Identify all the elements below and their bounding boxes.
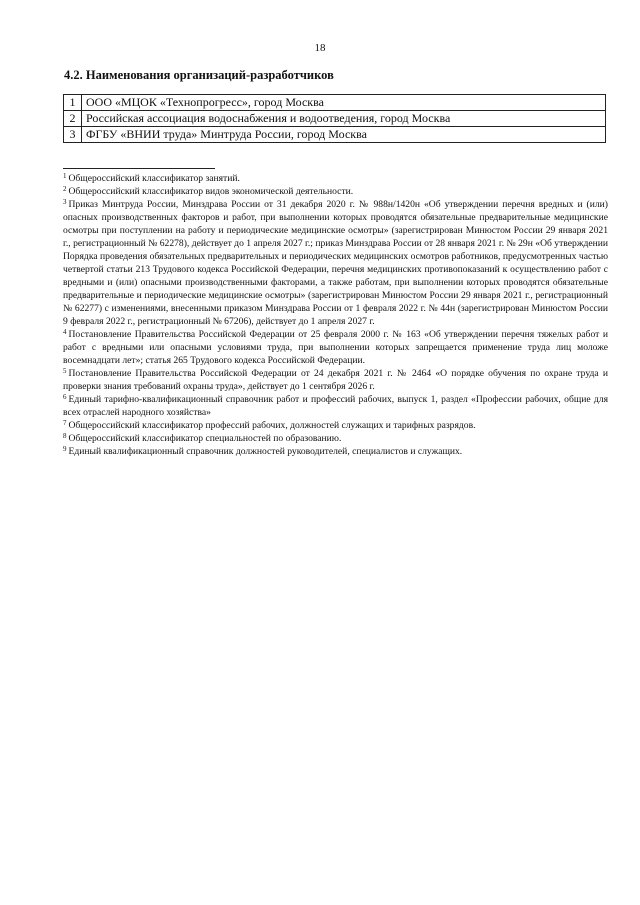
footnote bbox=[63, 198, 608, 328]
footnote-text: Постановление Правительства Российской Федерации от 24 декабря 2021 г. № 2464 «О порядке обучения по охране труда и проверки знания требований охраны труда», действует до 1 сентября 2026 г. bbox=[63, 368, 608, 392]
footnotes bbox=[63, 172, 608, 458]
footnote bbox=[63, 328, 608, 367]
footnote bbox=[63, 432, 608, 445]
footnote-text: Общероссийский классификатор профессий рабочих, должностей служащих и тарифных разрядов. bbox=[68, 420, 476, 431]
organizations-table bbox=[63, 94, 606, 143]
footnote-text: Приказ Минтруда России, Минздрава России от 31 декабря 2020 г. № 988н/1420н «Об утверждении перечня вредных и (или) опасных производственных факторов и работ, при выполнении которых проводятся обязательные предварительные медицинские осмотры при поступлении на работу и периодические медицинские осмотры» (зарегистрирован Минюстом России 29 января 2021 г., регистрационный № 62278), действует до 1 апреля 2027 г.; приказ Минздрава России от 28 января 2021 г. № 29н «Об утверждении Порядка проведения обязательных предварительных и периодических медицинских осмотров работников, предусмотренных частью четвертой статьи 213 Трудового кодекса Российской Федерации, перечня медицинских противопоказаний к осуществлению работ с вредными и (или) опасными производственными факторами, а также работам, при выполнении которых проводятся обязательные предварительные и периодические медицинские осмотры» (зарегистрирован Минюстом России 29 января 2021 г., регистрационный № 62277) с изменениями, внесенными приказом Минздрава России от 1 февраля 2022 г. № 44н (зарегистрирован Минюстом России 9 февраля 2022 г., регистрационный № 67206), действует до 1 апреля 2027 г. bbox=[63, 199, 608, 327]
footnote-mark: 2 bbox=[63, 185, 67, 193]
footnote-mark: 9 bbox=[63, 445, 67, 453]
footnote-mark: 7 bbox=[63, 419, 67, 427]
row-number: 2 bbox=[64, 111, 82, 127]
footnote-text: Общероссийский классификатор видов экономической деятельности. bbox=[68, 186, 354, 197]
footnote bbox=[63, 185, 608, 198]
page-number: 18 bbox=[314, 42, 326, 54]
footnote bbox=[63, 445, 608, 458]
footnote-mark: 4 bbox=[63, 328, 67, 336]
footnote-mark: 6 bbox=[63, 393, 67, 401]
organization-name: Российская ассоциация водоснабжения и водоотведения, город Москва bbox=[82, 111, 606, 127]
footnote-text: Единый тарифно-квалификационный справочник работ и профессий рабочих, выпуск 1, раздел «Профессии рабочих, общие для всех отраслей народного хозяйства» bbox=[63, 394, 608, 418]
row-number: 3 bbox=[64, 127, 82, 143]
footnote-text: Общероссийский классификатор занятий. bbox=[68, 173, 240, 184]
footnote-text: Постановление Правительства Российской Федерации от 25 февраля 2000 г. № 163 «Об утверждении перечня тяжелых работ и работ с вредными или опасными условиями труда, при выполнении которых запрещается применение труда лиц моложе восемнадцати лет»; статья 265 Трудового кодекса Российской Федерации. bbox=[63, 329, 608, 366]
footnote-text: Общероссийский классификатор специальностей по образованию. bbox=[68, 433, 342, 444]
footnote bbox=[63, 393, 608, 419]
footnote bbox=[63, 419, 608, 432]
organization-name: ФГБУ «ВНИИ труда» Минтруда России, город Москва bbox=[82, 127, 606, 143]
organization-name: ООО «МЦОК «Технопрогресс», город Москва bbox=[82, 95, 606, 111]
footnote-mark: 1 bbox=[63, 172, 67, 180]
section-title: 4.2. Наименования организаций-разработчиков bbox=[64, 68, 334, 82]
footnote-text: Единый квалификационный справочник должностей руководителей, специалистов и служащих. bbox=[68, 446, 463, 457]
footnote-mark: 8 bbox=[63, 432, 67, 440]
footnote bbox=[63, 172, 608, 185]
footnote-mark: 3 bbox=[63, 198, 67, 206]
row-number: 1 bbox=[64, 95, 82, 111]
footnote-mark: 5 bbox=[63, 367, 67, 375]
table-row bbox=[64, 111, 606, 127]
footnote-separator bbox=[63, 168, 215, 169]
table-row bbox=[64, 127, 606, 143]
footnote bbox=[63, 367, 608, 393]
table-row bbox=[64, 95, 606, 111]
